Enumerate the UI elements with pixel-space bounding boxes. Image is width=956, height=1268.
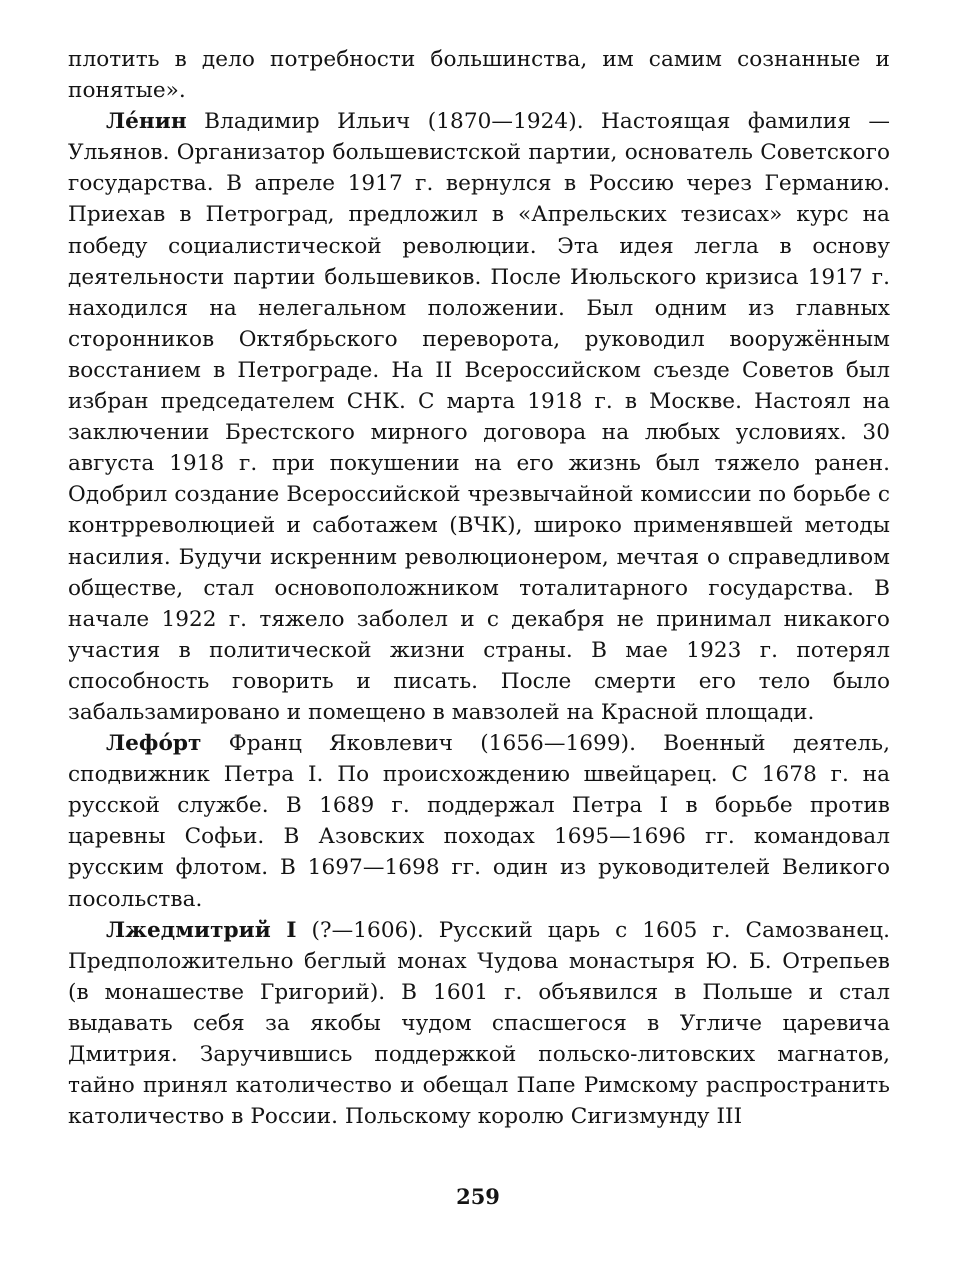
entry-false-dmitry [68,915,890,1133]
entry-text-lenin: Владимир Ильич (1870—1924). Настоящая фамилия — Ульянов. Организатор большевистской партии, основатель Советского государства. В апреле 1917 г. вернулся в Россию через Германию. Приехав в Петроград, предложил в «Апрельских тезисах» курс на победу социалистической революции. Эта идея легла в основу деятельности партии большевиков. После Июльского кризиса 1917 г. находился на нелегальном положении. Был одним из главных сторонников Октябрьского переворота, руководил вооружённым восстанием в Петрограде. На II Всероссийском съезде Советов был избран председателем СНК. С марта 1918 г. в Москве. Настоял на заключении Брестского мирного договора на любых условиях. 30 августа 1918 г. при покушении на его жизнь был тяжело ранен. Одобрил создание Всероссийской чрезвычайной комиссии по борьбе с контрреволюцией и саботажем (ВЧК), широко применявшей методы насилия. Будучи искренним революционером, мечтая о справедливом обществе, стал основоположником тоталитарного государства. В начале 1922 г. тяжело заболел и с декабря не принимал никакого участия в политической жизни страны. В мае 1923 г. потерял способность говорить и писать. После смерти его тело было забальзамировано и помещено в мавзолей на Красной площади. [68,109,890,725]
entry-lenin [68,106,890,728]
entry-term-false-dmitry: Лжедмитрий I [106,917,297,943]
entry-continuation-text: плотить в дело потребности большинства, им самим сознанные и понятые». [68,47,890,104]
entry-term-lenin: Ле́нин [106,109,187,135]
entry-lefort [68,728,890,915]
entry-text-false-dmitry: (?—1606). Русский царь с 1605 г. Самозванец. Предположительно беглый монах Чудова монастыря Ю. Б. Отрепьев (в монашестве Григорий). В 1601 г. объявился в Польше и стал выдавать себя за якобы чудом спасшегося в Угличе царевича Дмитрия. Заручившись поддержкой польско-литовских магнатов, тайно принял католичество и обещал Папе Римскому распространить католичество в России. Польскому королю Сигизмунду III [68,917,890,1130]
page-body [68,44,890,1132]
entry-continuation [68,44,890,106]
entry-text-lefort: Франц Яковлевич (1656—1699). Военный деятель, сподвижник Петра I. По происхождению швейцарец. С 1678 г. на русской службе. В 1689 г. поддержал Петра I в борьбе против царевны Софьи. В Азовских походах 1695—1696 гг. командовал русским флотом. В 1697—1698 гг. один из руководителей Великого посольства. [68,731,890,912]
page-number: 259 [456,1184,500,1209]
entry-term-lefort: Лефо́рт [106,731,202,757]
